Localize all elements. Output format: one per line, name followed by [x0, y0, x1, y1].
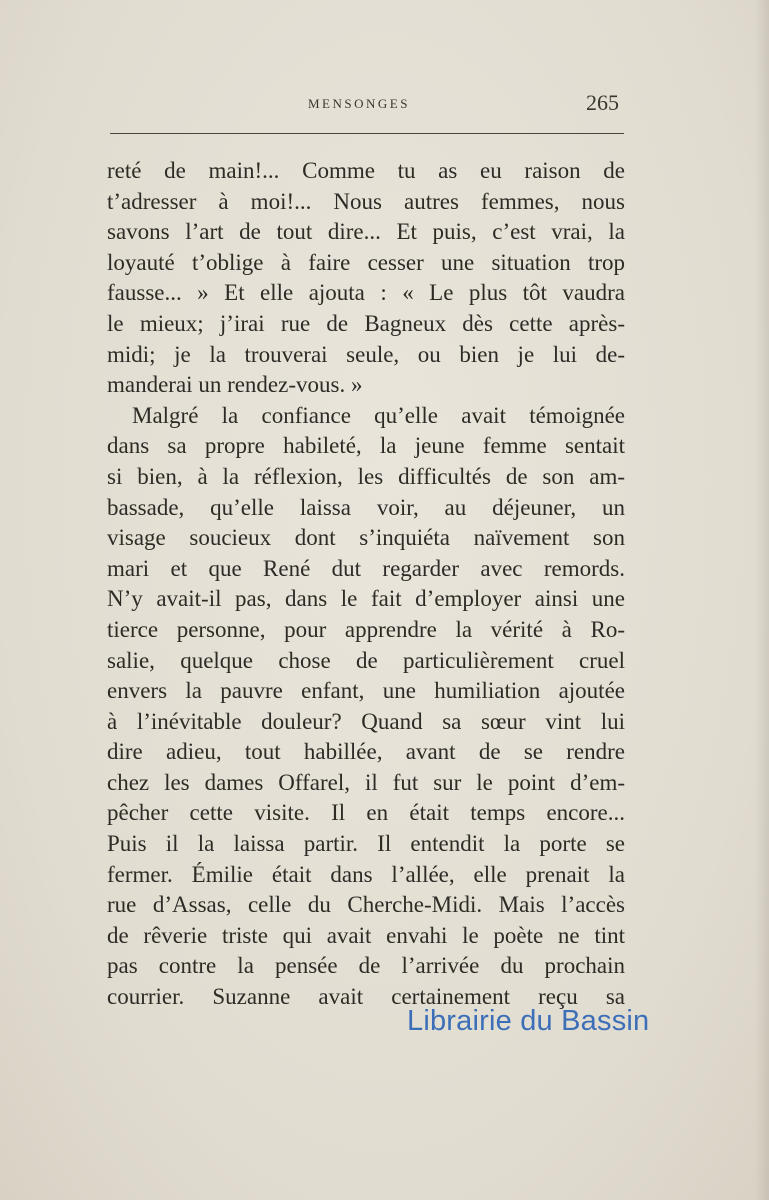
text-line: envers la pauvre enfant, une humiliation ajoutée: [107, 678, 625, 704]
text-line: dire adieu, tout habillée, avant de se rendre: [107, 739, 625, 765]
text-line: chez les dames Offarel, il fut sur le point d’em-: [107, 769, 625, 795]
page-edge-shadow: [755, 0, 769, 1200]
text-line: courrier. Suzanne avait certainement reçu sa: [107, 984, 625, 1010]
text-line: visage soucieux dont s’inquiéta naïvement son: [107, 525, 625, 551]
text-line-paragraph-end: manderai un rendez-vous. »: [107, 372, 363, 398]
text-line: le mieux; j’irai rue de Bagneux dès cette après-: [107, 310, 625, 336]
text-line: reté de main!... Comme tu as eu raison de: [107, 158, 625, 183]
text-line: dans sa propre habileté, la jeune femme sentait: [107, 433, 625, 459]
body-text: [107, 156, 625, 1013]
text-line: pêcher cette visite. Il en était temps encore...: [107, 800, 625, 826]
page-number: 265: [586, 90, 619, 115]
text-line-indented: Malgré la confiance qu’elle avait témoignée: [132, 402, 625, 428]
text-line: de rêverie triste qui avait envahi le poète ne tint: [107, 922, 625, 948]
text-line: fausse... » Et elle ajouta : « Le plus tôt vaudra: [107, 280, 625, 306]
text-line: tierce personne, pour apprendre la vérité à Ro-: [107, 616, 625, 642]
text-line: savons l’art de tout dire... Et puis, c’est vrai, la: [107, 219, 625, 245]
text-line: t’adresser à moi!... Nous autres femmes, nous: [107, 188, 625, 214]
text-line: N’y avait-il pas, dans le fait d’employer ainsi une: [107, 586, 625, 612]
running-title: MENSONGES: [308, 96, 410, 111]
text-line: Puis il la laissa partir. Il entendit la porte se: [107, 831, 625, 857]
text-line: à l’inévitable douleur? Quand sa sœur vint lui: [107, 708, 625, 734]
text-line: salie, quelque chose de particulièrement cruel: [107, 647, 625, 673]
text-line: si bien, à la réflexion, les difficultés de son am-: [107, 463, 625, 489]
text-line: rue d’Assas, celle du Cherche-Midi. Mais l’accès: [107, 892, 625, 918]
header-rule: [110, 133, 624, 134]
text-line: pas contre la pensée de l’arrivée du prochain: [107, 953, 625, 979]
text-line: loyauté t’oblige à faire cesser une situation trop: [107, 249, 625, 275]
text-line: midi; je la trouverai seule, ou bien je lui de-: [107, 341, 625, 367]
seller-watermark: Librairie du Bassin: [407, 1005, 650, 1037]
text-line: mari et que René dut regarder avec remords.: [107, 555, 625, 581]
text-line: bassade, qu’elle laissa voir, au déjeuner, un: [107, 494, 625, 520]
text-line: fermer. Émilie était dans l’allée, elle prenait la: [107, 861, 625, 887]
